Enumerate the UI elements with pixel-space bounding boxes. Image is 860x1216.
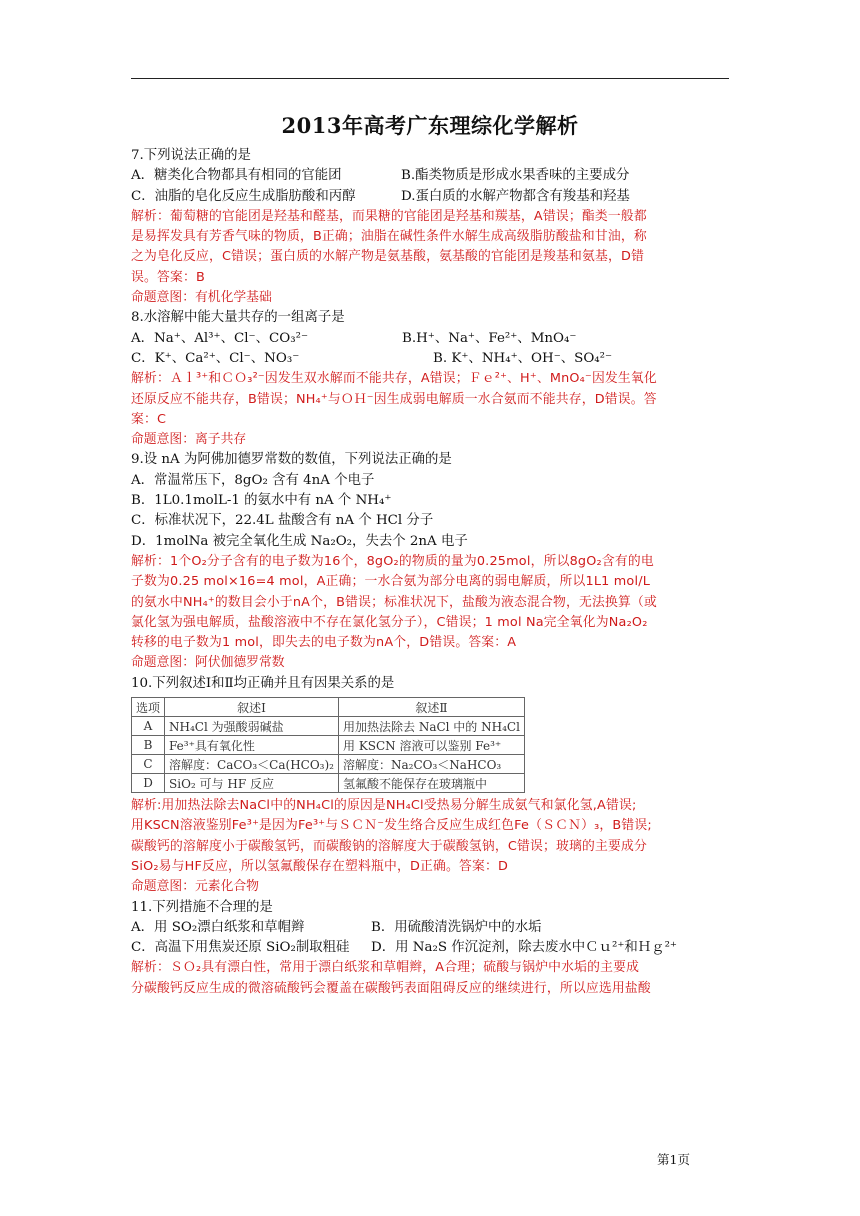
- option-d: D．用 Na₂S 作沉淀剂，除去废水中Ｃｕ²⁺和Ｈｇ²⁺: [371, 940, 678, 956]
- option-d: D．1molNa 被完全氧化生成 Na₂O₂，失去个 2nA 电子: [131, 533, 468, 549]
- header-rule: [131, 78, 729, 79]
- option-a: A．糖类化合物都具有相同的官能团: [131, 168, 342, 184]
- statement-table-wrapper: [131, 697, 520, 793]
- intent-tag: 命题意图：阿伏伽德罗常数: [131, 655, 285, 671]
- table-cell: 用 KSCN 溶液可以鉴别 Fe³⁺: [339, 736, 525, 755]
- table-cell: 溶解度：Na₂CO₃＜NaHCO₃: [339, 755, 525, 774]
- question-8-stem: 8.水溶解中能大量共存的一组离子是: [131, 310, 345, 326]
- intent-tag: 命题意图：元素化合物: [131, 879, 259, 895]
- option-c: C．油脂的皂化反应生成脂肪酸和丙醇: [131, 188, 356, 204]
- option-b: B．用硫酸清洗锅炉中的水垢: [371, 919, 542, 935]
- intent-tag: 命题意图：离子共存: [131, 432, 247, 448]
- explanation-line: 解析:用加热法除去NaCl中的NH₄Cl的原因是NH₄Cl受热易分解生成氨气和氯化氢,A错误;: [131, 798, 637, 814]
- question-7-stem: 7.下列说法正确的是: [131, 148, 251, 163]
- explanation-line: 是易挥发具有芳香气味的物质，B正确；油脂在碱性条件水解生成高级脂肪酸盐和甘油，称: [131, 229, 647, 245]
- content: [131, 146, 731, 999]
- table-header-cell: 叙述Ⅰ: [165, 698, 339, 717]
- option-c: C．K⁺、Ca²⁺、Cl⁻、NO₃⁻: [131, 350, 300, 366]
- table-cell: 用加热法除去 NaCl 中的 NH₄Cl: [339, 717, 525, 736]
- question-8-options-cd: [131, 349, 731, 369]
- table-header-row: [132, 698, 525, 717]
- explanation-line: 案：C: [131, 411, 167, 427]
- option-d: D.蛋白质的水解产物都含有羧基和羟基: [401, 188, 630, 204]
- explanation-line: 解析：ＳＯ₂具有漂白性，常用于漂白纸浆和草帽辫，A合理；硫酸与锅炉中水垢的主要成: [131, 960, 640, 976]
- option-b: B.H⁺、Na⁺、Fe²⁺、MnO₄⁻: [402, 330, 577, 346]
- explanation-line: 之为皂化反应，C错误；蛋白质的水解产物是氨基酸，氨基酸的官能团是羧基和氨基，D错: [131, 249, 645, 265]
- explanation-line: 氯化氢为强电解质，盐酸溶液中不存在氯化氢分子），C错误；1 mol Na完全氧化为Na₂O₂: [131, 614, 648, 630]
- table-cell: D: [132, 774, 165, 793]
- question-11-stem: 11.下列措施不合理的是: [131, 899, 273, 915]
- table-cell: A: [132, 717, 165, 736]
- table-cell: Fe³⁺具有氧化性: [165, 736, 339, 755]
- explanation-line: 用KSCN溶液鉴别Fe³⁺是因为Fe³⁺与ＳＣＮ⁻发生络合反应生成红色Fe（ＳＣＮ）₃，B错误;: [131, 818, 652, 834]
- question-8-options-ab: [131, 329, 731, 349]
- table-header-cell: 选项: [132, 698, 165, 717]
- explanation-line: 误。答案：B: [131, 269, 205, 285]
- table-cell: 溶解度：CaCO₃＜Ca(HCO₃)₂: [165, 755, 339, 774]
- explanation-line: SiO₂易与HF反应，所以氢氟酸保存在塑料瓶中，D正确。答案：D: [131, 858, 509, 874]
- option-b: B.酯类物质是形成水果香味的主要成分: [401, 168, 630, 184]
- explanation-line: 子数为0.25 mol×16=4 mol，A正确；一水合氨为部分电离的弱电解质，所以1L1 mol/L: [131, 574, 651, 590]
- explanation-line: 解析：Ａｌ³⁺和ＣＯ₃²⁻因发生双水解而不能共存，A错误；Ｆｅ²⁺、H⁺、MnO₄⁻因发生氧化: [131, 371, 657, 387]
- table-cell: C: [132, 755, 165, 774]
- page-title: 2013年高考广东理综化学解析: [281, 113, 579, 138]
- table-cell: SiO₂ 可与 HF 反应: [165, 774, 339, 793]
- option-c: C．高温下用焦炭还原 SiO₂制取粗硅: [131, 940, 350, 956]
- table-row: [132, 755, 525, 774]
- question-7-options-ab: [131, 166, 731, 186]
- table-row: [132, 774, 525, 793]
- option-a: A．用 SO₂漂白纸浆和草帽辫: [131, 919, 305, 935]
- table-cell: NH₄Cl 为强酸弱碱盐: [165, 717, 339, 736]
- intent-tag: 命题意图：有机化学基础: [131, 290, 272, 306]
- table-row: [132, 717, 525, 736]
- question-7-options-cd: [131, 187, 731, 207]
- question-11-options-cd: [131, 938, 731, 958]
- table-cell: B: [132, 736, 165, 755]
- option-a: A．Na⁺、Al³⁺、Cl⁻、CO₃²⁻: [131, 330, 309, 346]
- explanation-line: 分碳酸钙反应生成的微溶硫酸钙会覆盖在碳酸钙表面阻碍反应的继续进行，所以应选用盐酸: [131, 980, 651, 996]
- explanation-line: 还原反应不能共存，B错误；NH₄⁺与ＯＨ⁻因生成弱电解质一水合氨而不能共存，D错误。答: [131, 391, 657, 407]
- explanation-line: 的氨水中NH₄⁺的数目会小于nA个，B错误；标准状况下，盐酸为液态混合物，无法换算（或: [131, 594, 658, 610]
- table-header-cell: 叙述Ⅱ: [339, 698, 525, 717]
- option-c: C．标准状况下，22.4L 盐酸含有 nA 个 HCl 分子: [131, 513, 434, 529]
- question-10-stem: 10.下列叙述Ⅰ和Ⅱ均正确并且有因果关系的是: [131, 675, 395, 691]
- explanation-line: 解析：葡萄糖的官能团是羟基和醛基，而果糖的官能团是羟基和羰基，A错误；酯类一般都: [131, 208, 647, 224]
- page-number: 第1页: [657, 1152, 690, 1167]
- question-9-stem: 9.设 nA 为阿佛加德罗常数的数值，下列说法正确的是: [131, 452, 452, 468]
- table-row: [132, 736, 525, 755]
- table-cell: 氢氟酸不能保存在玻璃瓶中: [339, 774, 525, 793]
- explanation-line: 转移的电子数为1 mol，即失去的电子数为nA个，D错误。答案：A: [131, 635, 517, 651]
- option-b: B．1L0.1molL-1 的氨水中有 nA 个 NH₄⁺: [131, 493, 392, 509]
- explanation-line: 碳酸钙的溶解度小于碳酸氢钙，而碳酸钠的溶解度大于碳酸氢钠，C错误；玻璃的主要成分: [131, 838, 648, 854]
- option-d: B. K⁺、NH₄⁺、OH⁻、SO₄²⁻: [433, 350, 613, 366]
- question-11-options-ab: [131, 918, 731, 938]
- explanation-line: 解析：1个O₂分子含有的电子数为16个，8gO₂的物质的量为0.25mol，所以8gO₂含有的电: [131, 553, 654, 569]
- option-a: A．常温常压下，8gO₂ 含有 4nA 个电子: [131, 472, 375, 488]
- statement-table: [131, 697, 525, 793]
